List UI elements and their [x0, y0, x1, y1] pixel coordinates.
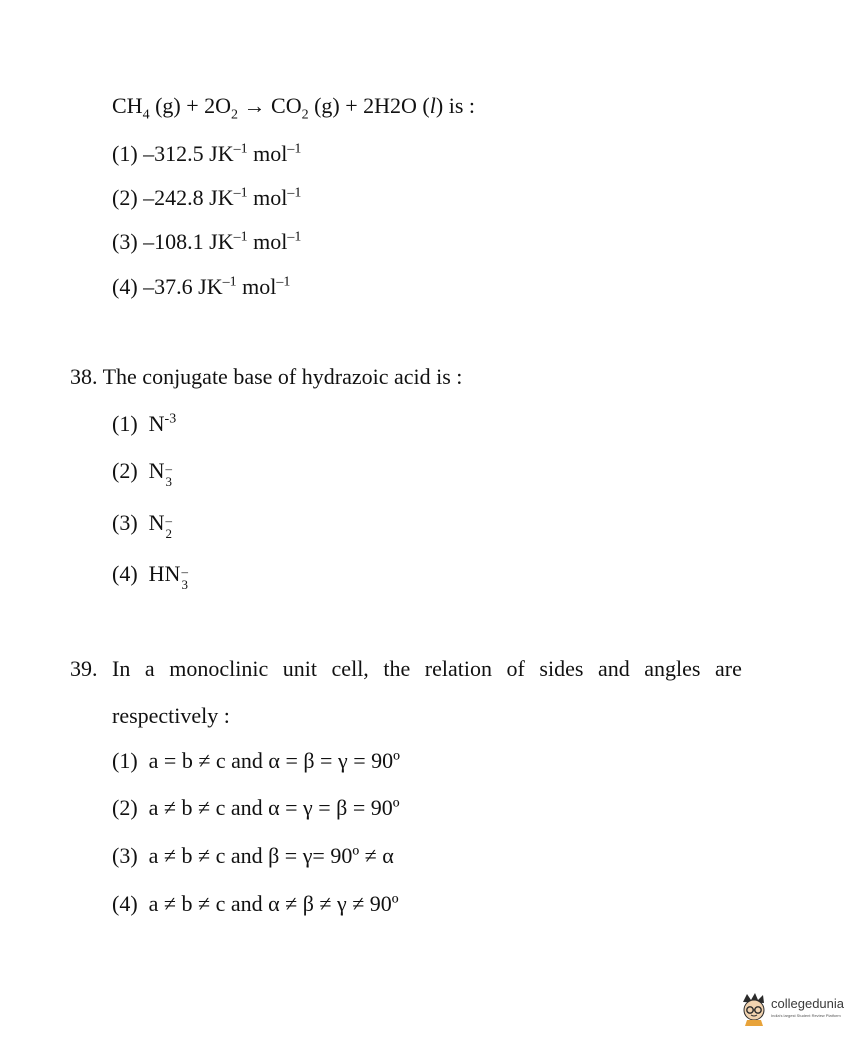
- q38-option-4: (4) HN – 3: [112, 561, 188, 592]
- q39-question-cont: respectively :: [112, 703, 230, 728]
- ion-script: – 2: [165, 513, 173, 541]
- q37-option-1: (1) –312.5 $JK^{-1}$ mol$^{-1}$: [112, 141, 302, 166]
- q39-option-4: (4) a ≠ b ≠ c and α ≠ β ≠ γ ≠ 90º: [112, 891, 399, 916]
- q38-option-1: (1) $N^{-3}$: [112, 411, 177, 436]
- ion-script: – 3: [165, 461, 173, 489]
- q38-option-2: (2) N – 3: [112, 458, 173, 489]
- logo-tagline: India's largest Student Review Platform: [771, 1013, 841, 1018]
- q38-option-3: (3) N – 2: [112, 510, 173, 541]
- q39-question: 39. In a monoclinic unit cell, the relation of sides and angles are: [70, 656, 742, 681]
- q37-equation: $CH_4$ $(g) + 2O_2 \to CO_2$ (g) + 2H2O (l) is :: [112, 93, 475, 123]
- q39-option-3: (3) a ≠ b ≠ c and β = γ= 90º ≠ α: [112, 843, 394, 868]
- mascot-icon: [739, 992, 769, 1026]
- q37-option-3: (3) –108.1 $JK^{-1}$ mol$^{-1}$: [112, 229, 302, 254]
- q39-option-2: (2) a ≠ b ≠ c and α = γ = β = 90º: [112, 795, 400, 820]
- logo-text: collegedunia: [771, 996, 845, 1011]
- collegedunia-logo: [739, 992, 857, 1028]
- ion-script: – 3: [181, 564, 188, 592]
- q37-option-2: (2) –242.8 $JK^{-1}$ mol$^{-1}$: [112, 185, 302, 210]
- q38-question: 38. The conjugate base of hydrazoic acid is :: [70, 364, 463, 389]
- q39-option-1: (1) a = b ≠ c and α = β = γ = 90º: [112, 748, 400, 773]
- q37-option-4: (4) –37.6 $JK^{-1}$ mol$^{-1}$: [112, 274, 291, 299]
